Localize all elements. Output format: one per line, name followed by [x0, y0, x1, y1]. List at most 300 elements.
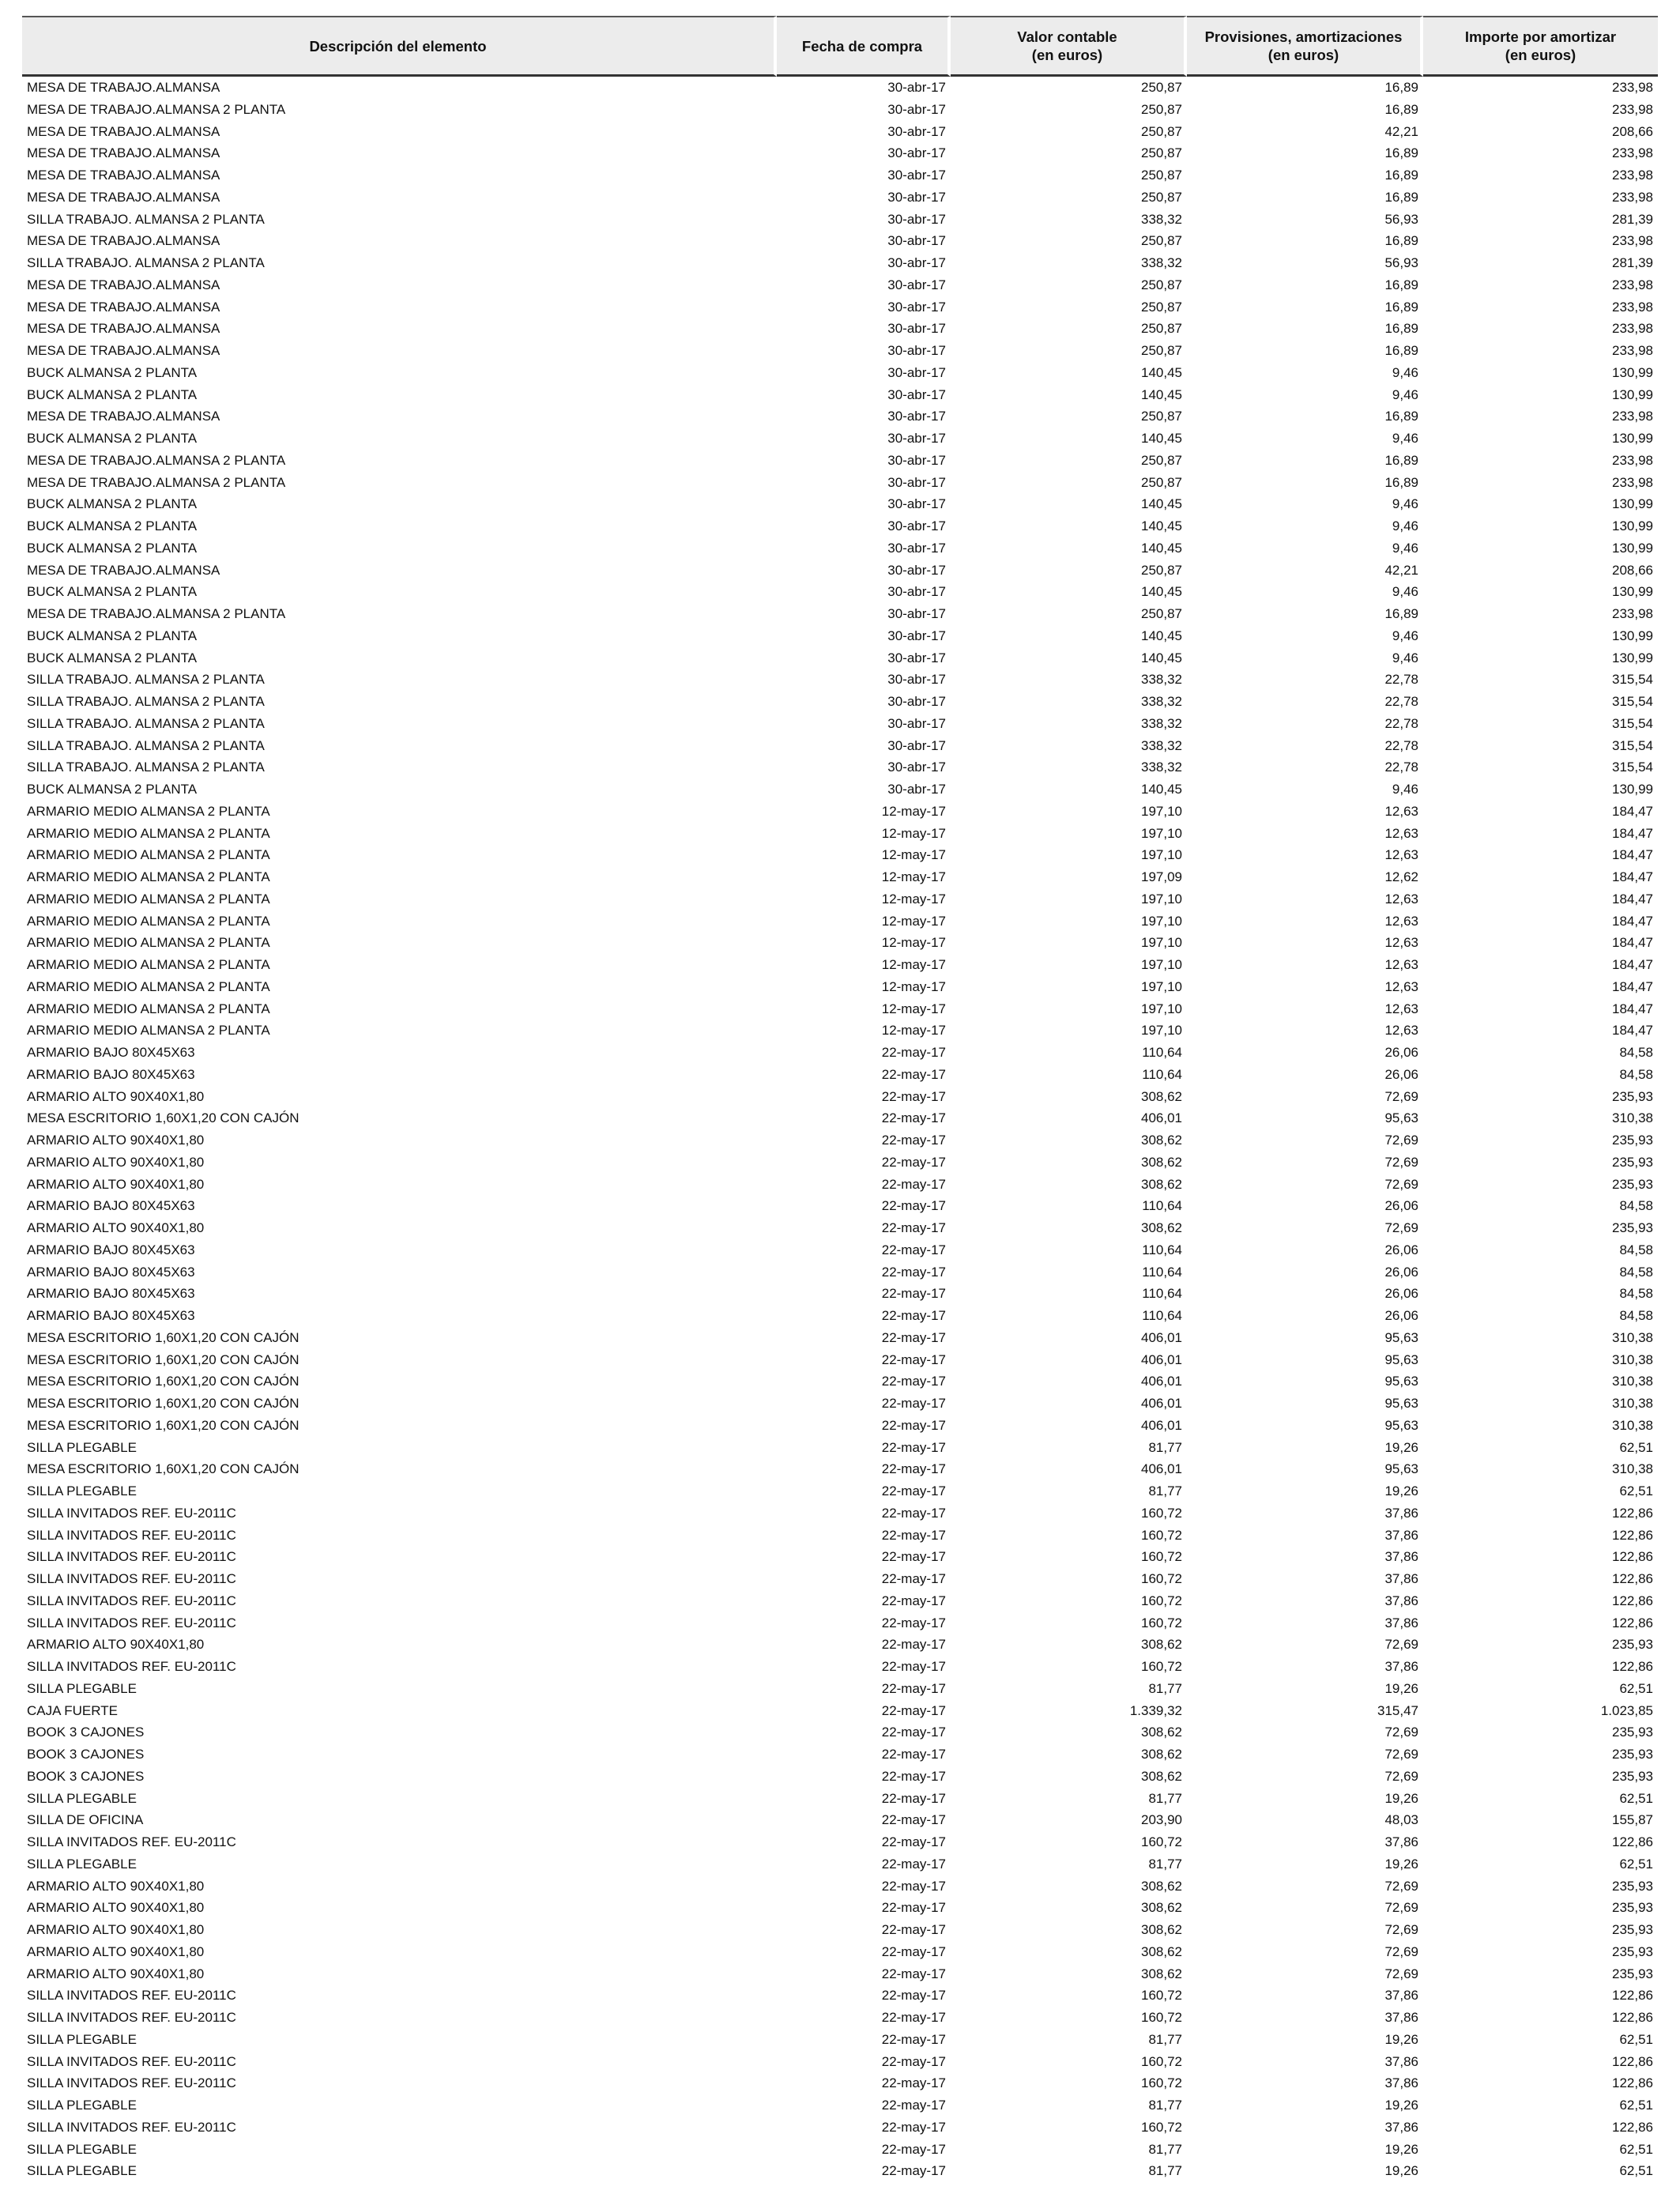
- cell-provisiones: 26,06: [1384, 1286, 1418, 1302]
- cell-fecha: 12-may-17: [881, 891, 946, 907]
- header-label: Importe por amortizar: [1464, 28, 1617, 45]
- cell-descripcion: MESA DE TRABAJO.ALMANSA: [27, 299, 220, 315]
- cell-importe: 233,98: [1612, 145, 1653, 161]
- cell-valor-contable: 140,45: [1141, 431, 1182, 446]
- cell-fecha: 22-may-17: [881, 1505, 946, 1521]
- cell-fecha: 22-may-17: [881, 1417, 946, 1433]
- cell-descripcion: BUCK ALMANSA 2 PLANTA: [27, 628, 198, 643]
- cell-importe: 184,47: [1612, 803, 1653, 819]
- cell-valor-contable: 140,45: [1141, 364, 1182, 380]
- cell-fecha: 12-may-17: [881, 847, 946, 863]
- table-row: [22, 1766, 1658, 1788]
- cell-valor-contable: 308,62: [1141, 1900, 1182, 1916]
- cell-fecha: 30-abr-17: [887, 452, 946, 468]
- cell-importe: 122,86: [1612, 2075, 1653, 2091]
- table-header: [22, 16, 1658, 77]
- table-row: [22, 581, 1658, 603]
- cell-provisiones: 12,63: [1384, 1001, 1418, 1016]
- cell-valor-contable: 308,62: [1141, 1943, 1182, 1959]
- cell-fecha: 22-may-17: [881, 2163, 946, 2179]
- table-row: [22, 1217, 1658, 1239]
- cell-importe: 122,86: [1612, 1571, 1653, 1586]
- table-row: [22, 1809, 1658, 1831]
- table-row: [22, 2029, 1658, 2051]
- cell-descripcion: ARMARIO MEDIO ALMANSA 2 PLANTA: [27, 978, 270, 994]
- cell-fecha: 30-abr-17: [887, 343, 946, 358]
- cell-descripcion: MESA DE TRABAJO.ALMANSA: [27, 145, 220, 161]
- cell-importe: 184,47: [1612, 978, 1653, 994]
- cell-valor-contable: 250,87: [1141, 299, 1182, 315]
- table-row: [22, 1546, 1658, 1568]
- cell-descripcion: ARMARIO BAJO 80X45X63: [27, 1066, 195, 1082]
- cell-provisiones: 42,21: [1384, 562, 1418, 578]
- cell-descripcion: SILLA PLEGABLE: [27, 2098, 137, 2113]
- cell-provisiones: 72,69: [1384, 1154, 1418, 1170]
- cell-fecha: 22-may-17: [881, 1154, 946, 1170]
- cell-valor-contable: 110,64: [1142, 1286, 1182, 1302]
- cell-fecha: 22-may-17: [881, 1615, 946, 1630]
- cell-descripcion: ARMARIO BAJO 80X45X63: [27, 1308, 195, 1323]
- table-row: [22, 1678, 1658, 1700]
- table-row: [22, 1195, 1658, 1217]
- cell-valor-contable: 308,62: [1141, 1747, 1182, 1762]
- cell-provisiones: 95,63: [1384, 1351, 1418, 1367]
- table-row: [22, 450, 1658, 472]
- cell-provisiones: 16,89: [1384, 101, 1418, 117]
- header-unit: (en euros): [1505, 47, 1576, 63]
- header-row: [22, 16, 1658, 77]
- cell-fecha: 22-may-17: [881, 1461, 946, 1477]
- cell-provisiones: 72,69: [1384, 1747, 1418, 1762]
- cell-descripcion: CAJA FUERTE: [27, 1702, 118, 1718]
- cell-valor-contable: 140,45: [1141, 584, 1182, 600]
- cell-fecha: 22-may-17: [881, 1439, 946, 1455]
- cell-importe: 184,47: [1612, 891, 1653, 907]
- cell-valor-contable: 250,87: [1141, 101, 1182, 117]
- table-row: [22, 2007, 1658, 2029]
- cell-descripcion: BUCK ALMANSA 2 PLANTA: [27, 386, 198, 402]
- cell-provisiones: 56,93: [1384, 255, 1418, 270]
- cell-provisiones: 26,06: [1384, 1045, 1418, 1060]
- cell-valor-contable: 197,10: [1141, 803, 1182, 819]
- cell-fecha: 30-abr-17: [887, 431, 946, 446]
- cell-descripcion: MESA DE TRABAJO.ALMANSA: [27, 562, 220, 578]
- cell-valor-contable: 338,32: [1141, 737, 1182, 753]
- cell-provisiones: 95,63: [1384, 1110, 1418, 1126]
- cell-provisiones: 72,69: [1384, 1637, 1418, 1653]
- cell-valor-contable: 160,72: [1141, 1834, 1182, 1849]
- cell-provisiones: 72,69: [1384, 1220, 1418, 1235]
- cell-provisiones: 16,89: [1384, 343, 1418, 358]
- cell-descripcion: BUCK ALMANSA 2 PLANTA: [27, 518, 198, 533]
- cell-descripcion: SILLA TRABAJO. ALMANSA 2 PLANTA: [27, 737, 265, 753]
- cell-descripcion: MESA DE TRABAJO.ALMANSA: [27, 233, 220, 249]
- cell-fecha: 12-may-17: [881, 1001, 946, 1016]
- cell-fecha: 30-abr-17: [887, 409, 946, 424]
- cell-descripcion: SILLA PLEGABLE: [27, 1483, 137, 1498]
- cell-valor-contable: 250,87: [1141, 343, 1182, 358]
- cell-descripcion: ARMARIO BAJO 80X45X63: [27, 1286, 195, 1302]
- cell-valor-contable: 250,87: [1141, 321, 1182, 337]
- cell-fecha: 22-may-17: [881, 1943, 946, 1959]
- cell-descripcion: ARMARIO MEDIO ALMANSA 2 PLANTA: [27, 869, 270, 884]
- table-row: [22, 603, 1658, 625]
- cell-importe: 130,99: [1612, 584, 1653, 600]
- cell-descripcion: SILLA INVITADOS REF. EU-2011C: [27, 1593, 236, 1608]
- cell-fecha: 22-may-17: [881, 1702, 946, 1718]
- cell-provisiones: 12,63: [1384, 803, 1418, 819]
- cell-importe: 184,47: [1612, 869, 1653, 884]
- cell-descripcion: MESA ESCRITORIO 1,60X1,20 CON CAJÓN: [27, 1110, 299, 1126]
- cell-descripcion: SILLA INVITADOS REF. EU-2011C: [27, 1988, 236, 2004]
- cell-descripcion: ARMARIO BAJO 80X45X63: [27, 1198, 195, 1214]
- cell-fecha: 22-may-17: [881, 1242, 946, 1257]
- table-row: [22, 888, 1658, 910]
- cell-provisiones: 22,78: [1384, 672, 1418, 688]
- cell-provisiones: 72,69: [1384, 1900, 1418, 1916]
- table-row: [22, 1370, 1658, 1393]
- cell-importe: 122,86: [1612, 1505, 1653, 1521]
- cell-descripcion: SILLA INVITADOS REF. EU-2011C: [27, 1549, 236, 1565]
- table-row: [22, 1656, 1658, 1678]
- cell-fecha: 30-abr-17: [887, 168, 946, 183]
- cell-fecha: 22-may-17: [881, 1329, 946, 1345]
- table-row: [22, 1480, 1658, 1502]
- cell-fecha: 22-may-17: [881, 2141, 946, 2157]
- cell-importe: 130,99: [1612, 628, 1653, 643]
- cell-provisiones: 72,69: [1384, 1725, 1418, 1740]
- cell-valor-contable: 308,62: [1141, 1966, 1182, 1981]
- cell-fecha: 22-may-17: [881, 1966, 946, 1981]
- cell-valor-contable: 197,10: [1141, 913, 1182, 929]
- cell-descripcion: ARMARIO BAJO 80X45X63: [27, 1242, 195, 1257]
- cell-fecha: 30-abr-17: [887, 650, 946, 665]
- cell-importe: 208,66: [1612, 123, 1653, 139]
- table-row: [22, 756, 1658, 778]
- cell-valor-contable: 160,72: [1141, 2075, 1182, 2091]
- cell-descripcion: SILLA TRABAJO. ALMANSA 2 PLANTA: [27, 211, 265, 227]
- cell-valor-contable: 140,45: [1141, 386, 1182, 402]
- cell-provisiones: 37,86: [1384, 1571, 1418, 1586]
- cell-provisiones: 16,89: [1384, 80, 1418, 95]
- header-label: Provisiones, amortizaciones: [1204, 28, 1403, 45]
- cell-importe: 233,98: [1612, 101, 1653, 117]
- cell-fecha: 30-abr-17: [887, 737, 946, 753]
- cell-importe: 130,99: [1612, 518, 1653, 533]
- cell-descripcion: SILLA TRABAJO. ALMANSA 2 PLANTA: [27, 715, 265, 731]
- cell-descripcion: SILLA INVITADOS REF. EU-2011C: [27, 1615, 236, 1630]
- cell-provisiones: 16,89: [1384, 452, 1418, 468]
- cell-valor-contable: 250,87: [1141, 123, 1182, 139]
- cell-valor-contable: 250,87: [1141, 145, 1182, 161]
- cell-valor-contable: 140,45: [1141, 518, 1182, 533]
- cell-importe: 235,93: [1612, 1900, 1653, 1916]
- table-row: [22, 625, 1658, 647]
- cell-descripcion: SILLA PLEGABLE: [27, 1680, 137, 1696]
- table-row: [22, 493, 1658, 515]
- cell-valor-contable: 81,77: [1148, 1680, 1182, 1696]
- cell-fecha: 22-may-17: [881, 1133, 946, 1148]
- cell-importe: 235,93: [1612, 1133, 1653, 1148]
- cell-provisiones: 12,63: [1384, 1023, 1418, 1039]
- table-row: [22, 2051, 1658, 2073]
- cell-fecha: 30-abr-17: [887, 123, 946, 139]
- cell-descripcion: ARMARIO MEDIO ALMANSA 2 PLANTA: [27, 1023, 270, 1039]
- cell-valor-contable: 81,77: [1148, 1856, 1182, 1872]
- cell-importe: 233,98: [1612, 452, 1653, 468]
- cell-descripcion: SILLA TRABAJO. ALMANSA 2 PLANTA: [27, 672, 265, 688]
- cell-provisiones: 9,46: [1392, 584, 1418, 600]
- cell-valor-contable: 406,01: [1141, 1110, 1182, 1126]
- cell-fecha: 22-may-17: [881, 1988, 946, 2004]
- cell-descripcion: ARMARIO BAJO 80X45X63: [27, 1264, 195, 1280]
- cell-fecha: 22-may-17: [881, 1198, 946, 1214]
- cell-fecha: 30-abr-17: [887, 628, 946, 643]
- cell-fecha: 30-abr-17: [887, 606, 946, 621]
- header-label: Fecha de compra: [801, 37, 923, 55]
- cell-valor-contable: 338,32: [1141, 255, 1182, 270]
- cell-valor-contable: 406,01: [1141, 1461, 1182, 1477]
- cell-fecha: 30-abr-17: [887, 145, 946, 161]
- cell-importe: 84,58: [1619, 1264, 1653, 1280]
- table-row: [22, 1261, 1658, 1284]
- cell-descripcion: MESA ESCRITORIO 1,60X1,20 CON CAJÓN: [27, 1461, 299, 1477]
- header-unit: (en euros): [1268, 47, 1339, 63]
- cell-importe: 235,93: [1612, 1747, 1653, 1762]
- cell-importe: 235,93: [1612, 1176, 1653, 1192]
- cell-importe: 235,93: [1612, 1637, 1653, 1653]
- cell-descripcion: ARMARIO MEDIO ALMANSA 2 PLANTA: [27, 803, 270, 819]
- header-descripcion: [22, 16, 777, 77]
- cell-valor-contable: 140,45: [1141, 650, 1182, 665]
- table-row: [22, 2094, 1658, 2117]
- cell-valor-contable: 160,72: [1141, 1549, 1182, 1565]
- cell-fecha: 22-may-17: [881, 1066, 946, 1082]
- cell-provisiones: 315,47: [1377, 1702, 1418, 1718]
- cell-provisiones: 12,63: [1384, 913, 1418, 929]
- cell-importe: 315,54: [1612, 672, 1653, 688]
- cell-provisiones: 22,78: [1384, 694, 1418, 709]
- cell-importe: 315,54: [1612, 737, 1653, 753]
- cell-descripcion: SILLA PLEGABLE: [27, 1856, 137, 1872]
- cell-fecha: 30-abr-17: [887, 299, 946, 315]
- cell-provisiones: 9,46: [1392, 431, 1418, 446]
- table-row: [22, 99, 1658, 121]
- cell-fecha: 30-abr-17: [887, 233, 946, 249]
- cell-importe: 310,38: [1612, 1329, 1653, 1345]
- table-row: [22, 1590, 1658, 1612]
- cell-importe: 233,98: [1612, 80, 1653, 95]
- cell-fecha: 30-abr-17: [887, 584, 946, 600]
- cell-fecha: 22-may-17: [881, 1593, 946, 1608]
- header-valor-contable: [951, 16, 1187, 77]
- cell-valor-contable: 338,32: [1141, 694, 1182, 709]
- table-row: [22, 1020, 1658, 1042]
- table-row: [22, 1239, 1658, 1261]
- cell-descripcion: BUCK ALMANSA 2 PLANTA: [27, 431, 198, 446]
- cell-provisiones: 9,46: [1392, 540, 1418, 556]
- table-row: [22, 1086, 1658, 1108]
- cell-valor-contable: 160,72: [1141, 1659, 1182, 1674]
- cell-provisiones: 16,89: [1384, 233, 1418, 249]
- cell-valor-contable: 308,62: [1141, 1133, 1182, 1148]
- cell-fecha: 30-abr-17: [887, 386, 946, 402]
- header-importe: [1423, 16, 1658, 77]
- cell-descripcion: ARMARIO ALTO 90X40X1,80: [27, 1637, 205, 1653]
- cell-provisiones: 95,63: [1384, 1396, 1418, 1411]
- cell-fecha: 22-may-17: [881, 1900, 946, 1916]
- cell-descripcion: BOOK 3 CAJONES: [27, 1725, 145, 1740]
- table-row: [22, 910, 1658, 933]
- cell-importe: 62,51: [1619, 1790, 1653, 1806]
- cell-provisiones: 95,63: [1384, 1329, 1418, 1345]
- cell-valor-contable: 406,01: [1141, 1329, 1182, 1345]
- cell-fecha: 30-abr-17: [887, 518, 946, 533]
- cell-provisiones: 19,26: [1384, 1790, 1418, 1806]
- cell-valor-contable: 1.339,32: [1129, 1702, 1182, 1718]
- cell-importe: 62,51: [1619, 1483, 1653, 1498]
- cell-fecha: 22-may-17: [881, 1922, 946, 1937]
- cell-descripcion: SILLA TRABAJO. ALMANSA 2 PLANTA: [27, 694, 265, 709]
- cell-valor-contable: 81,77: [1148, 1790, 1182, 1806]
- cell-valor-contable: 140,45: [1141, 782, 1182, 797]
- cell-descripcion: SILLA PLEGABLE: [27, 1790, 137, 1806]
- cell-provisiones: 72,69: [1384, 1966, 1418, 1981]
- cell-fecha: 22-may-17: [881, 1549, 946, 1565]
- cell-descripcion: SILLA PLEGABLE: [27, 2031, 137, 2047]
- cell-valor-contable: 406,01: [1141, 1351, 1182, 1367]
- cell-provisiones: 26,06: [1384, 1308, 1418, 1323]
- cell-descripcion: SILLA INVITADOS REF. EU-2011C: [27, 1571, 236, 1586]
- cell-provisiones: 12,63: [1384, 935, 1418, 951]
- table-row: [22, 1349, 1658, 1371]
- cell-valor-contable: 197,10: [1141, 957, 1182, 972]
- cell-importe: 122,86: [1612, 1988, 1653, 2004]
- cell-importe: 235,93: [1612, 1768, 1653, 1784]
- table-row: [22, 1721, 1658, 1744]
- cell-provisiones: 95,63: [1384, 1461, 1418, 1477]
- cell-fecha: 22-may-17: [881, 1878, 946, 1894]
- cell-descripcion: ARMARIO ALTO 90X40X1,80: [27, 1220, 205, 1235]
- cell-fecha: 12-may-17: [881, 957, 946, 972]
- cell-valor-contable: 308,62: [1141, 1878, 1182, 1894]
- cell-provisiones: 48,03: [1384, 1812, 1418, 1828]
- cell-descripcion: ARMARIO ALTO 90X40X1,80: [27, 1943, 205, 1959]
- cell-descripcion: MESA DE TRABAJO.ALMANSA 2 PLANTA: [27, 606, 286, 621]
- cell-descripcion: SILLA INVITADOS REF. EU-2011C: [27, 1527, 236, 1543]
- cell-importe: 1.023,85: [1600, 1702, 1653, 1718]
- cell-fecha: 30-abr-17: [887, 782, 946, 797]
- cell-fecha: 22-may-17: [881, 1790, 946, 1806]
- cell-importe: 233,98: [1612, 277, 1653, 292]
- cell-valor-contable: 250,87: [1141, 562, 1182, 578]
- cell-importe: 208,66: [1612, 562, 1653, 578]
- cell-descripcion: ARMARIO MEDIO ALMANSA 2 PLANTA: [27, 825, 270, 841]
- cell-descripcion: BUCK ALMANSA 2 PLANTA: [27, 782, 198, 797]
- cell-descripcion: SILLA INVITADOS REF. EU-2011C: [27, 2119, 236, 2135]
- table-row: [22, 1525, 1658, 1547]
- cell-provisiones: 12,63: [1384, 978, 1418, 994]
- cell-fecha: 30-abr-17: [887, 496, 946, 512]
- cell-valor-contable: 308,62: [1141, 1088, 1182, 1104]
- header-label: Valor contable: [1017, 28, 1117, 45]
- cell-descripcion: MESA DE TRABAJO.ALMANSA: [27, 123, 220, 139]
- table-row: [22, 647, 1658, 669]
- cell-descripcion: BUCK ALMANSA 2 PLANTA: [27, 650, 198, 665]
- table-row: [22, 1129, 1658, 1152]
- table-row: [22, 164, 1658, 187]
- cell-fecha: 30-abr-17: [887, 101, 946, 117]
- cell-valor-contable: 338,32: [1141, 760, 1182, 775]
- cell-provisiones: 26,06: [1384, 1264, 1418, 1280]
- cell-importe: 184,47: [1612, 913, 1653, 929]
- cell-fecha: 22-may-17: [881, 1659, 946, 1674]
- table-row: [22, 1042, 1658, 1064]
- cell-valor-contable: 160,72: [1141, 2010, 1182, 2025]
- cell-provisiones: 37,86: [1384, 1505, 1418, 1521]
- cell-importe: 130,99: [1612, 364, 1653, 380]
- cell-provisiones: 12,63: [1384, 891, 1418, 907]
- cell-fecha: 12-may-17: [881, 803, 946, 819]
- cell-valor-contable: 110,64: [1142, 1264, 1182, 1280]
- cell-fecha: 22-may-17: [881, 1483, 946, 1498]
- table-row: [22, 362, 1658, 384]
- cell-importe: 122,86: [1612, 2010, 1653, 2025]
- cell-importe: 233,98: [1612, 189, 1653, 205]
- cell-fecha: 22-may-17: [881, 1045, 946, 1060]
- cell-fecha: 30-abr-17: [887, 694, 946, 709]
- cell-fecha: 30-abr-17: [887, 715, 946, 731]
- cell-descripcion: SILLA INVITADOS REF. EU-2011C: [27, 1834, 236, 1849]
- cell-importe: 235,93: [1612, 1725, 1653, 1740]
- cell-valor-contable: 197,10: [1141, 891, 1182, 907]
- table-row: [22, 778, 1658, 801]
- cell-fecha: 30-abr-17: [887, 255, 946, 270]
- cell-importe: 130,99: [1612, 431, 1653, 446]
- cell-provisiones: 16,89: [1384, 606, 1418, 621]
- cell-descripcion: SILLA TRABAJO. ALMANSA 2 PLANTA: [27, 760, 265, 775]
- cell-valor-contable: 81,77: [1148, 2163, 1182, 2179]
- cell-descripcion: MESA DE TRABAJO.ALMANSA: [27, 343, 220, 358]
- cell-importe: 130,99: [1612, 496, 1653, 512]
- cell-importe: 62,51: [1619, 1439, 1653, 1455]
- cell-importe: 84,58: [1619, 1045, 1653, 1060]
- cell-valor-contable: 308,62: [1141, 1176, 1182, 1192]
- table-row: [22, 1744, 1658, 1766]
- cell-importe: 122,86: [1612, 2119, 1653, 2135]
- header-unit: (en euros): [1031, 47, 1103, 63]
- table-row: [22, 187, 1658, 209]
- table-row: [22, 230, 1658, 252]
- table-row: [22, 318, 1658, 340]
- cell-importe: 130,99: [1612, 386, 1653, 402]
- table-row: [22, 976, 1658, 998]
- cell-fecha: 22-may-17: [881, 1351, 946, 1367]
- cell-valor-contable: 250,87: [1141, 168, 1182, 183]
- cell-valor-contable: 197,10: [1141, 1001, 1182, 1016]
- cell-descripcion: ARMARIO BAJO 80X45X63: [27, 1045, 195, 1060]
- cell-provisiones: 9,46: [1392, 496, 1418, 512]
- table-row: [22, 1853, 1658, 1875]
- cell-importe: 235,93: [1612, 1878, 1653, 1894]
- cell-importe: 281,39: [1612, 211, 1653, 227]
- cell-valor-contable: 197,09: [1141, 869, 1182, 884]
- table-row: [22, 142, 1658, 164]
- cell-descripcion: MESA ESCRITORIO 1,60X1,20 CON CAJÓN: [27, 1329, 299, 1345]
- table-row: [22, 296, 1658, 319]
- table-row: [22, 1393, 1658, 1415]
- cell-provisiones: 19,26: [1384, 2163, 1418, 2179]
